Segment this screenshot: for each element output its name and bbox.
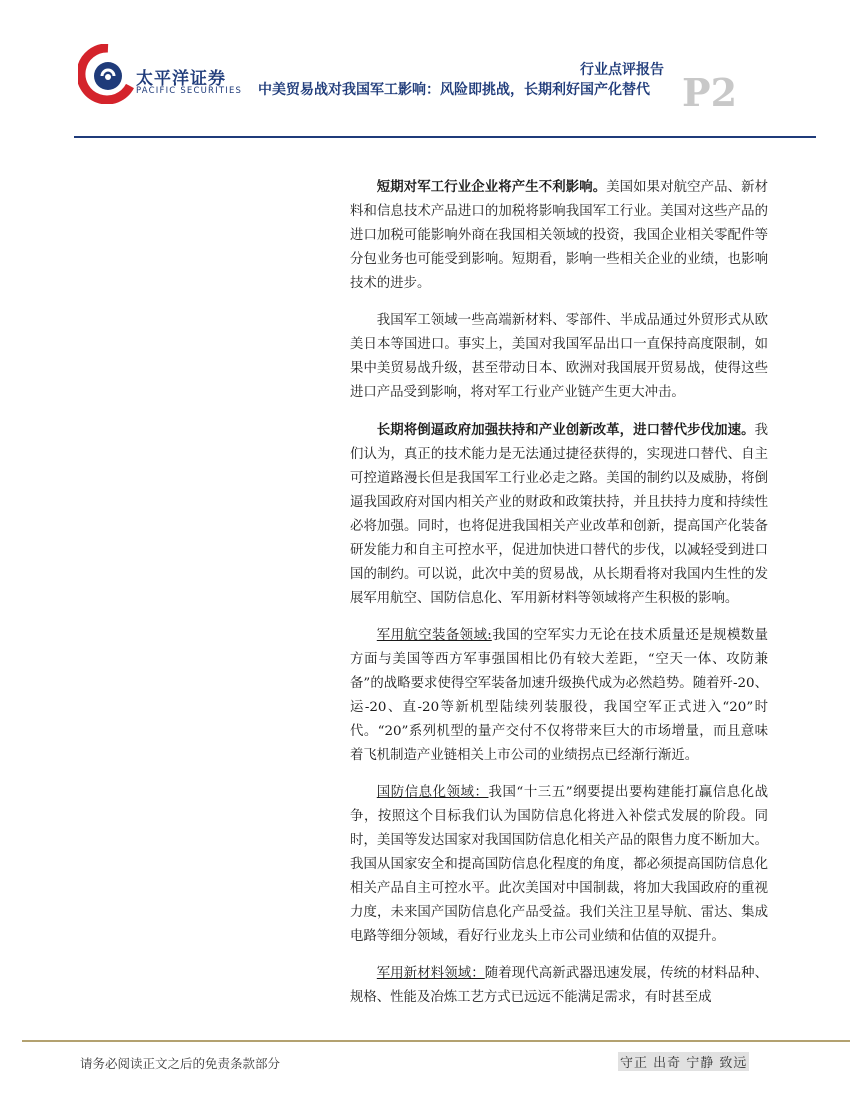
footer-disclaimer: 请务必阅读正文之后的免责条款部分	[80, 1056, 281, 1071]
company-logo	[78, 44, 258, 104]
paragraph-short-term	[350, 175, 768, 296]
paragraph-text: 随着现代高新武器迅速发展，传统的材料品种、规格、性能及冶炼工艺方式已远远不能满足需求，有时甚至成	[350, 966, 769, 1005]
pacific-logo-icon	[78, 44, 134, 104]
paragraph-defense-info	[350, 781, 768, 949]
page-number: P2	[682, 70, 738, 115]
paragraph-aviation	[350, 624, 768, 768]
paragraph-lead: 长期将倒逼政府加强扶持和产业创新改革，进口替代步伐加速。	[376, 422, 755, 438]
paragraph-materials	[350, 962, 768, 1010]
footer-divider	[22, 1040, 850, 1042]
report-type: 行业点评报告	[580, 62, 664, 78]
topic-label: 国防信息化领域：	[376, 785, 489, 800]
paragraph-lead: 短期对军工行业企业将产生不利影响。	[376, 179, 607, 195]
paragraph-text: 我们认为，真正的技术能力是无法通过捷径获得的，实现进口替代、自主可控道路漫长但是我国军工行业必走之路。美国的制约以及威胁，将倒逼我国政府对国内相关产业的财政和政策扶持，并且扶持力度和持续性必将加强。同时，也将促进我国相关产业改革和创新，提高国产化装备研发能力和自主可控水平，促进加快进口替代的步伐，以减轻受到进口国的制约。可以说，此次中美的贸易战，从长期看将对我国内生性的发展军用航空、国防信息化、军用新材料等领域将产生积极的影响。	[350, 423, 768, 606]
paragraph-text: 我国的空军实力无论在技术质量还是规模数量方面与美国等西方军事强国相比仍有较大差距，“空天一体、攻防兼备”的战略要求使得空军装备加速升级换代成为必然趋势。随着歼-20、运-20、直-20等新机型陆续列装服役，我国空军正式进入“20”时代。“20”系列机型的量产交付不仅将带来巨大的市场增量，而且意味着飞机制造产业链相关上市公司的业绩拐点已经渐行渐近。	[350, 628, 769, 763]
footer-motto: 守正 出奇 宁静 致远	[618, 1052, 749, 1071]
brand-name-cn: 太平洋证券	[136, 69, 226, 89]
paragraph-text: 我国军工领域一些高端新材料、零部件、半成品通过外贸形式从欧美日本等国进口。事实上，美国对我国军品出口一直保持高度限制，如果中美贸易战升级，甚至带动日本、欧洲对我国展开贸易战，使得这些进口产品受到影响，将对军工行业产业链产生更大冲击。	[350, 313, 768, 400]
paragraph-long-term	[350, 418, 768, 611]
topic-label: 军用航空装备领域:	[376, 628, 492, 643]
paragraph-imports	[350, 309, 768, 405]
header-divider	[74, 136, 816, 138]
paragraph-text: 我国“十三五”纲要提出要构建能打赢信息化战争，按照这个目标我们认为国防信息化将进入补偿式发展的阶段。同时，美国等发达国家对我国国防信息化相关产品的限售力度不断加大。我国从国家安全和提高国防信息化程度的角度，都必须提高国防信息化相关产品自主可控水平。此次美国对中国制裁，将加大我国政府的重视力度，未来国产国防信息化产品受益。我们关注卫星导航、雷达、集成电路等细分领域，看好行业龙头上市公司业绩和估值的双提升。	[350, 785, 768, 944]
brand-name-en: PACIFIC SECURITIES	[136, 86, 243, 96]
report-title: 中美贸易战对我国军工影响：风险即挑战，长期利好国产化替代	[258, 82, 650, 98]
topic-label: 军用新材料领域：	[376, 966, 485, 981]
report-body	[350, 175, 768, 1023]
paragraph-text: 美国如果对航空产品、新材料和信息技术产品进口的加税将影响我国军工行业。美国对这些产品的进口加税可能影响外商在我国相关领域的投资，我国企业相关零配件等分包业务也可能受到影响。短期看，影响一些相关企业的业绩，也影响技术的进步。	[350, 180, 769, 291]
